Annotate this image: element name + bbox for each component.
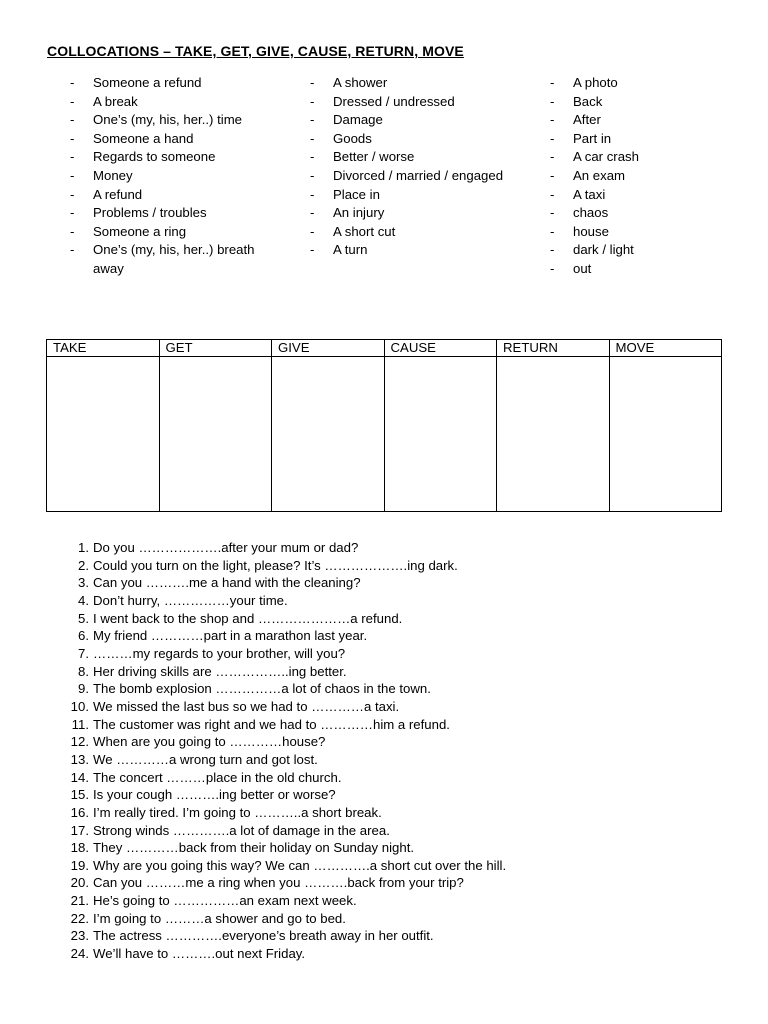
- exercise-item: [78, 539, 733, 557]
- collocation-item: - A break: [70, 93, 270, 112]
- exercise-number: 23.: [70, 928, 89, 944]
- answer-cell-get[interactable]: [159, 357, 272, 512]
- collocation-item: - Someone a ring: [70, 223, 270, 242]
- exercise-number: 21.: [70, 893, 89, 909]
- exercise-number: 1.: [78, 540, 89, 555]
- exercise-item: [71, 716, 733, 734]
- exercise-list: [70, 539, 733, 963]
- exercise-sentence: Don’t hurry, ……………your time.: [93, 592, 288, 608]
- exercise-sentence: ………my regards to your brother, will you?: [93, 645, 346, 661]
- exercise-number: 7.: [78, 645, 89, 661]
- exercise-item: [70, 945, 733, 963]
- exercise-sentence: The customer was right and we had to …………him a refund.: [93, 716, 450, 732]
- collocation-item: - Divorced / married / engaged: [310, 167, 510, 186]
- exercise-item: [78, 680, 733, 698]
- answer-cell-give[interactable]: [272, 357, 385, 512]
- collocation-item: - After: [550, 111, 730, 130]
- exercise-number: 4.: [78, 592, 89, 608]
- exercise-sentence: My friend …………part in a marathon last year.: [93, 628, 368, 644]
- collocation-item: - A shower: [310, 74, 510, 93]
- exercise-sentence: The concert ………place in the old church.: [93, 769, 342, 785]
- exercise-item: [78, 557, 733, 575]
- exercise-number: 6.: [78, 628, 89, 644]
- exercise-sentence: Why are you going this way? We can ………….a short cut over the hill.: [93, 857, 507, 873]
- collocation-item: - Someone a refund: [70, 74, 270, 93]
- collocation-column-1: [70, 74, 270, 279]
- collocation-item: - Problems / troubles: [70, 204, 270, 223]
- exercise-item: [70, 874, 733, 892]
- exercise-number: 22.: [70, 910, 89, 926]
- header-get: GET: [159, 340, 272, 357]
- answer-cell-take[interactable]: [47, 357, 160, 512]
- exercise-item: [78, 645, 733, 663]
- exercise-sentence: They …………back from their holiday on Sunday night.: [93, 840, 415, 856]
- exercise-number: 8.: [78, 663, 89, 679]
- exercise-item: [70, 804, 733, 822]
- exercise-sentence: Her driving skills are ……………..ing better.: [93, 663, 347, 679]
- exercise-number: 12.: [70, 734, 89, 750]
- exercise-sentence: We …………a wrong turn and got lost.: [93, 751, 318, 767]
- exercise-sentence: I’m really tired. I’m going to ………..a short break.: [93, 804, 382, 820]
- exercise-number: 13.: [70, 751, 89, 767]
- exercise-sentence: We’ll have to ……….out next Friday.: [93, 946, 306, 962]
- exercise-item: [78, 610, 733, 628]
- header-move: MOVE: [609, 340, 722, 357]
- exercise-number: 10.: [70, 698, 89, 714]
- exercise-number: 18.: [70, 840, 89, 856]
- collocation-item: - Better / worse: [310, 148, 510, 167]
- exercise-number: 24.: [70, 946, 89, 962]
- worksheet-title: COLLOCATIONS – TAKE, GET, GIVE, CAUSE, RETURN, MOVE: [47, 43, 464, 59]
- collocation-column-3: [550, 74, 730, 279]
- collocation-item: - A car crash: [550, 148, 730, 167]
- exercise-sentence: We missed the last bus so we had to …………a taxi.: [93, 698, 400, 714]
- exercise-number: 17.: [70, 822, 89, 838]
- answer-cell-cause[interactable]: [384, 357, 497, 512]
- exercise-sentence: Could you turn on the light, please? It’s ……………….ing dark.: [93, 557, 458, 573]
- collocation-item: - Damage: [310, 111, 510, 130]
- collocation-item: - One’s (my, his, her..) breath away: [70, 241, 270, 278]
- collocation-item: - Back: [550, 93, 730, 112]
- exercise-item: [78, 663, 733, 681]
- exercise-item: [70, 839, 733, 857]
- exercise-item: [70, 786, 733, 804]
- collocation-item: - A taxi: [550, 186, 730, 205]
- exercise-number: 16.: [70, 804, 89, 820]
- collocation-item: - An injury: [310, 204, 510, 223]
- exercise-item: [70, 733, 733, 751]
- collocation-item: - Someone a hand: [70, 130, 270, 149]
- answer-cell-return[interactable]: [497, 357, 610, 512]
- exercise-number: 5.: [78, 610, 89, 626]
- header-cause: CAUSE: [384, 340, 497, 357]
- exercise-number: 11.: [71, 716, 89, 732]
- collocation-item: - A photo: [550, 74, 730, 93]
- collocation-item: - A refund: [70, 186, 270, 205]
- exercise-item: [78, 627, 733, 645]
- exercise-sentence: I’m going to ………a shower and go to bed.: [93, 910, 346, 926]
- collocation-column-2: [310, 74, 510, 260]
- collocation-item: - Part in: [550, 130, 730, 149]
- exercise-sentence: Strong winds ………….a lot of damage in the area.: [93, 822, 390, 838]
- collocation-item: - Money: [70, 167, 270, 186]
- sorting-table-answer-row: [47, 357, 722, 512]
- exercise-sentence: He’s going to ……………an exam next week.: [93, 893, 357, 909]
- exercise-sentence: Can you ……….me a hand with the cleaning?: [93, 575, 361, 591]
- header-take: TAKE: [47, 340, 160, 357]
- exercise-item: [70, 751, 733, 769]
- exercise-number: 9.: [78, 681, 89, 697]
- exercise-item: [70, 698, 733, 716]
- collocation-item: - One’s (my, his, her..) time: [70, 111, 270, 130]
- answer-cell-move[interactable]: [609, 357, 722, 512]
- collocation-item: - house: [550, 223, 730, 242]
- exercise-sentence: The actress ………….everyone’s breath away in her outfit.: [93, 928, 434, 944]
- exercise-number: 20.: [70, 875, 89, 891]
- exercise-sentence: Can you ………me a ring when you ……….back from your trip?: [93, 875, 464, 891]
- exercise-sentence: When are you going to …………house?: [93, 734, 326, 750]
- collocation-item: - Place in: [310, 186, 510, 205]
- collocation-item: - Dressed / undressed: [310, 93, 510, 112]
- exercise-number: 3.: [78, 575, 89, 591]
- exercise-item: [70, 910, 733, 928]
- collocation-item: - A turn: [310, 241, 510, 260]
- sorting-table: [46, 339, 722, 512]
- exercise-number: 2.: [78, 557, 89, 573]
- exercise-item: [70, 857, 733, 875]
- exercise-item: [70, 892, 733, 910]
- exercise-number: 15.: [70, 787, 89, 803]
- collocation-item: - chaos: [550, 204, 730, 223]
- sorting-table-header-row: [47, 340, 722, 357]
- exercise-sentence: The bomb explosion ……………a lot of chaos in the town.: [93, 681, 431, 697]
- exercise-number: 19.: [70, 857, 89, 873]
- exercise-item: [78, 592, 733, 610]
- exercise-item: [70, 769, 733, 787]
- collocation-item: - dark / light: [550, 241, 730, 260]
- header-give: GIVE: [272, 340, 385, 357]
- collocation-item: - Goods: [310, 130, 510, 149]
- exercise-sentence: I went back to the shop and …………………a refund.: [93, 610, 403, 626]
- header-return: RETURN: [497, 340, 610, 357]
- collocation-item: - out: [550, 260, 730, 279]
- exercise-item: [78, 574, 733, 592]
- exercise-item: [70, 822, 733, 840]
- collocation-item: - Regards to someone: [70, 148, 270, 167]
- collocation-item: - An exam: [550, 167, 730, 186]
- exercise-number: 14.: [70, 769, 89, 785]
- collocation-item: - A short cut: [310, 223, 510, 242]
- exercise-sentence: Do you ……………….after your mum or dad?: [93, 540, 359, 555]
- exercise-item: [70, 927, 733, 945]
- exercise-sentence: Is your cough ……….ing better or worse?: [93, 787, 336, 803]
